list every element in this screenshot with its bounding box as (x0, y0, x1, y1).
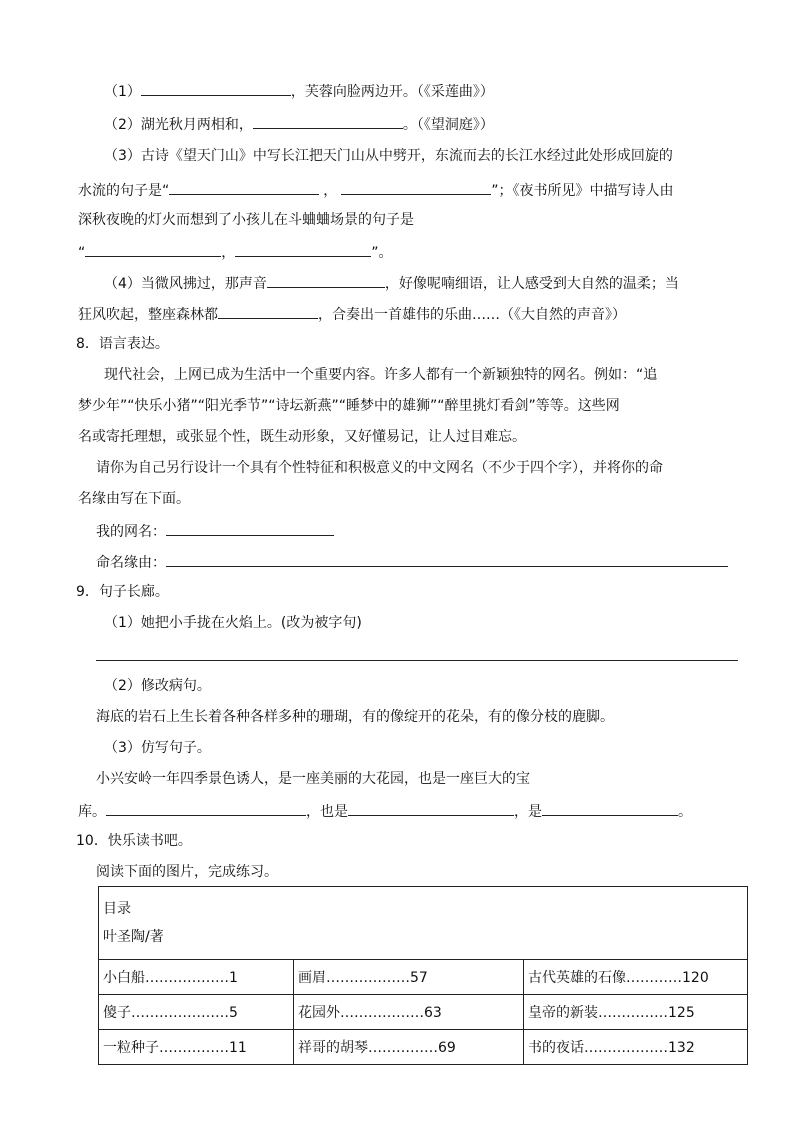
q7-part3-line2 (78, 179, 674, 201)
q7-part3-line1: （3）古诗《望天门山》中写长江把天门山从中劈开，东流而去的长江水经过此处形成回旋的 (104, 148, 673, 164)
q7-p3-l4-close: ”。 (371, 245, 393, 261)
q10-title: 10．快乐读书吧。 (76, 833, 192, 849)
q8-reason (96, 551, 728, 573)
q7-part4-line2 (78, 303, 626, 325)
q9-s3-blank2[interactable] (348, 800, 514, 816)
q7-p1-text: ，芙蓉向脸两边开。（《采莲曲》） (290, 84, 494, 100)
net-name-label: 我的网名： (96, 524, 166, 540)
q7-p3-l2-comma: ， (323, 183, 338, 199)
q9-s3-l2-mid1: ，也是 (306, 804, 348, 820)
q7-p2-blank[interactable] (253, 113, 403, 129)
net-name-field[interactable] (166, 520, 334, 536)
q7-p3-blank2[interactable] (341, 179, 491, 195)
q9-title: 9．句子长廊。 (76, 584, 169, 600)
q8-para2-line2: 名缘由写在下面。 (78, 491, 190, 507)
toc-entry: 皇帝的新装……………125 (524, 995, 748, 1030)
q7-p2-source: 。（《望洞庭》） (402, 117, 494, 133)
toc-entry: 花园外………………63 (294, 995, 524, 1030)
q7-p3-l2-post: ”；《夜书所见》中描写诗人由 (491, 183, 674, 199)
reason-field[interactable] (166, 551, 728, 567)
toc-entry: 祥哥的胡琴……………69 (294, 1030, 524, 1065)
q7-part3-line4 (78, 241, 393, 263)
q9-s3-blank1[interactable] (106, 800, 306, 816)
q7-p3-blank4[interactable] (235, 241, 371, 257)
q9-s3-blank3[interactable] (542, 800, 678, 816)
toc-entry: 古代英雄的石像…………120 (524, 960, 748, 995)
q9-s3-line1: 小兴安岭一年四季景色诱人，是一座美丽的大花园，也是一座巨大的宝 (96, 771, 530, 787)
q7-p3-blank3[interactable] (85, 241, 221, 257)
toc-entry: 画眉………………57 (294, 960, 524, 995)
toc-header-row (99, 887, 748, 960)
q9-s1: （1）她把小手拢在火焰上。(改为被字句) (104, 615, 362, 631)
q8-para1-line2: 梦少年”“快乐小猪”“阳光季节”“诗坛新燕”“睡梦中的雄狮”“醉里挑灯看剑”等等。这些网 (78, 398, 620, 414)
toc-author: 叶圣陶/著 (103, 929, 164, 945)
q7-p4-blank1[interactable] (267, 272, 385, 288)
q7-p1-blank[interactable] (141, 80, 291, 96)
q7-p3-l2-pre: 水流的句子是“ (78, 183, 170, 199)
toc-entry: 傻子…………………5 (99, 995, 294, 1030)
q7-p1-label: （1） (104, 84, 141, 100)
q7-p4-l2-pre: 狂风吹起，整座森林都 (78, 307, 218, 323)
q7-p4-l1-pre: （4）当微风拂过，那声音 (104, 276, 267, 292)
toc-entry: 一粒种子……………11 (99, 1030, 294, 1065)
q7-p4-l2-post: ，合奏出一首雄伟的乐曲……（《大自然的声音》） (318, 307, 626, 323)
q9-s3-l2-mid2: ，是 (514, 804, 542, 820)
q9-s2-sentence: 海底的岩石上生长着各种各样多种的珊瑚，有的像绽开的花朵，有的像分枝的鹿脚。 (96, 709, 614, 725)
q8-title: 8．语言表达。 (76, 336, 169, 352)
q7-part2 (104, 113, 494, 135)
toc-entry: 小白船………………1 (99, 960, 294, 995)
q9-s3-l2-pre: 库。 (78, 804, 106, 820)
q7-part3-line3: 深秋夜晚的灯火而想到了小孩儿在斗蛐蛐场景的句子是 (78, 212, 414, 228)
table-row (99, 960, 748, 995)
q8-para2-line1: 请你为自己另行设计一个具有个性特征和积极意义的中文网名（不少于四个字），并将你的命 (96, 460, 663, 476)
table-row (99, 995, 748, 1030)
toc-entry: 书的夜话………………132 (524, 1030, 748, 1065)
q7-part1 (104, 80, 494, 102)
q7-p4-blank2[interactable] (218, 303, 318, 319)
table-of-contents (98, 886, 748, 1065)
q9-s3-l2-end: 。 (678, 804, 692, 820)
q7-p4-l1-post: ，好像呢喃细语，让人感受到大自然的温柔；当 (384, 276, 679, 292)
reason-label: 命名缘由： (96, 555, 166, 571)
q7-p3-l4-open: “ (78, 245, 86, 261)
q9-s2: （2）修改病句。 (104, 678, 211, 694)
q8-net-name (96, 520, 334, 542)
q9-s3: （3）仿写句子。 (104, 740, 211, 756)
toc-title: 目录 (103, 901, 131, 917)
q7-p3-blank1[interactable] (169, 179, 319, 195)
q7-p3-l4-comma: ， (221, 245, 236, 261)
toc-header (99, 887, 748, 960)
q7-p2-text: （2）湖光秋月两相和， (104, 117, 253, 133)
q10-instruction: 阅读下面的图片，完成练习。 (96, 864, 278, 880)
table-row (99, 1030, 748, 1065)
q8-para1-line1: 现代社会，上网已成为生活中一个重要内容。许多人都有一个新颖独特的网名。例如：“追 (104, 367, 658, 383)
q9-s3-line2 (78, 800, 692, 822)
q7-part4-line1 (104, 272, 679, 294)
q9-s1-answer-line[interactable] (96, 660, 738, 661)
q8-para1-line3: 名或寄托理想，或张显个性，既生动形象，又好懂易记，让人过目难忘。 (78, 429, 526, 445)
